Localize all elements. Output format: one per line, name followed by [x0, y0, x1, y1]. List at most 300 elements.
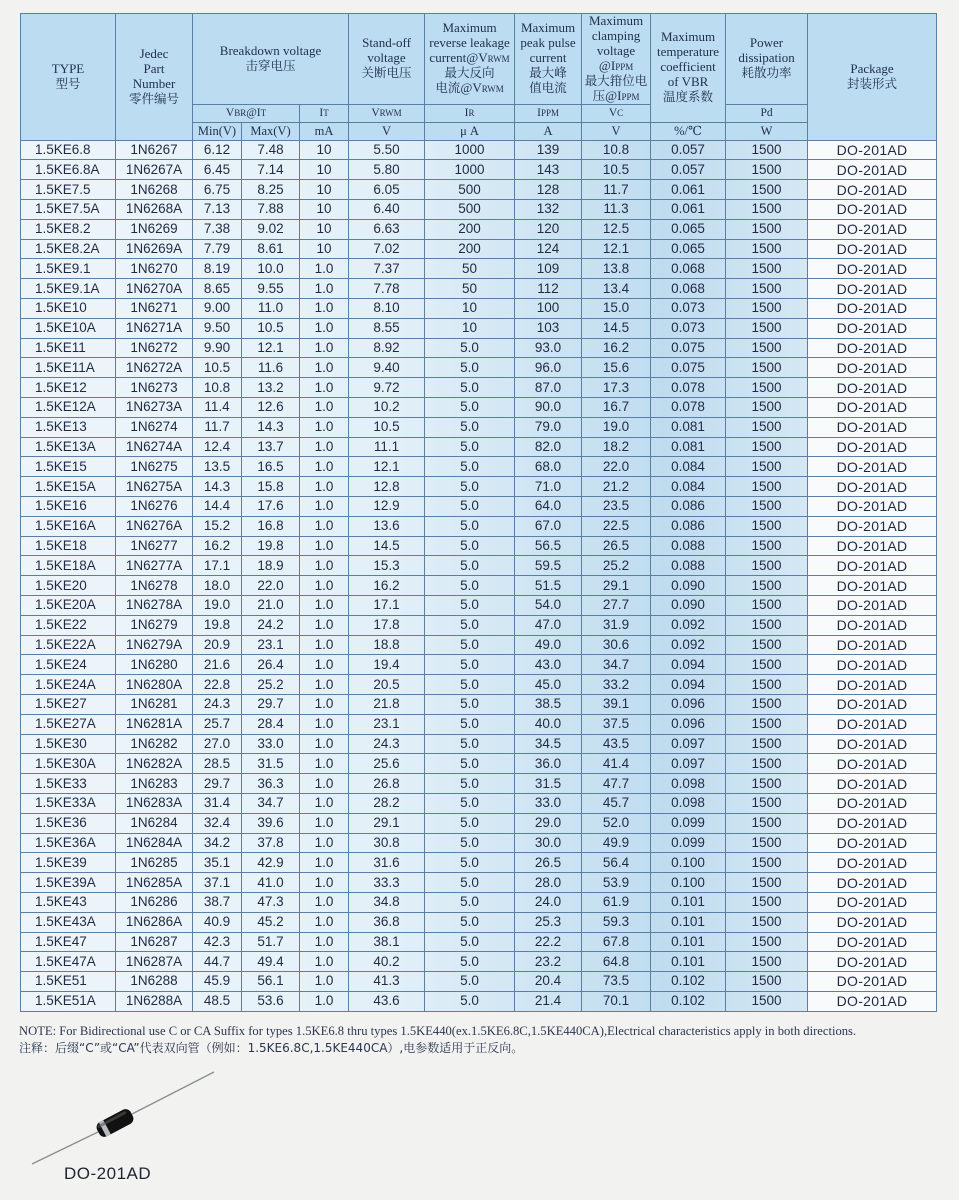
cell-vrwm: 12.1 — [349, 457, 425, 477]
cell-ippm: 59.5 — [515, 556, 582, 576]
cell-vbr-min: 11.4 — [193, 397, 242, 417]
header-breakdown-label: Breakdown voltage — [219, 42, 322, 58]
cell-temp-coef: 0.061 — [651, 180, 726, 200]
cell-ir: 50 — [425, 279, 515, 299]
cell-vbr-min: 25.7 — [193, 714, 242, 734]
cell-type: 1.5KE15 — [21, 457, 116, 477]
cell-ir: 5.0 — [425, 477, 515, 497]
cell-pd: 1500 — [726, 952, 808, 972]
cell-type: 1.5KE20 — [21, 576, 116, 596]
cell-it: 1.0 — [300, 932, 349, 952]
cell-it: 1.0 — [300, 417, 349, 437]
header-sym-vc — [582, 104, 651, 122]
cell-pd: 1500 — [726, 932, 808, 952]
cell-temp-coef: 0.101 — [651, 892, 726, 912]
cell-package: DO-201AD — [808, 477, 937, 497]
cell-vrwm: 5.80 — [349, 160, 425, 180]
cell-vc: 21.2 — [582, 477, 651, 497]
table-row — [21, 417, 937, 437]
cell-vbr-max: 10.5 — [242, 318, 300, 338]
cell-vbr-max: 16.5 — [242, 457, 300, 477]
cell-ippm: 24.0 — [515, 892, 582, 912]
cell-temp-coef: 0.099 — [651, 813, 726, 833]
cell-ir: 5.0 — [425, 793, 515, 813]
cell-vbr-max: 22.0 — [242, 576, 300, 596]
table-row — [21, 259, 937, 279]
cell-temp-coef: 0.068 — [651, 259, 726, 279]
cell-type: 1.5KE6.8A — [21, 160, 116, 180]
cell-it: 1.0 — [300, 457, 349, 477]
cell-ippm: 29.0 — [515, 813, 582, 833]
header-sym-vbr — [193, 104, 300, 122]
cell-pd: 1500 — [726, 477, 808, 497]
cell-pd: 1500 — [726, 813, 808, 833]
cell-ir: 5.0 — [425, 714, 515, 734]
cell-ippm: 139 — [515, 140, 582, 160]
cell-pd: 1500 — [726, 160, 808, 180]
cell-package: DO-201AD — [808, 437, 937, 457]
cell-vc: 10.5 — [582, 160, 651, 180]
header-power-line2: dissipation — [738, 50, 795, 66]
cell-vbr-max: 8.61 — [242, 239, 300, 259]
sym-ippm-sub: PPM — [540, 107, 559, 118]
cell-jedec: 1N6288A — [116, 991, 193, 1011]
cell-jedec: 1N6274 — [116, 417, 193, 437]
cell-vc: 22.5 — [582, 516, 651, 536]
sym-vc: V — [608, 106, 618, 119]
cell-temp-coef: 0.088 — [651, 556, 726, 576]
cell-it: 1.0 — [300, 635, 349, 655]
table-row — [21, 972, 937, 992]
header-sym-ir — [425, 104, 515, 122]
cell-jedec: 1N6278 — [116, 576, 193, 596]
cell-vc: 52.0 — [582, 813, 651, 833]
cell-vbr-min: 9.50 — [193, 318, 242, 338]
cell-temp-coef: 0.078 — [651, 397, 726, 417]
cell-vc: 18.2 — [582, 437, 651, 457]
header-power-line1: Power — [749, 35, 784, 51]
unit-vc: V — [582, 122, 651, 140]
cell-type: 1.5KE8.2 — [21, 219, 116, 239]
table-row — [21, 813, 937, 833]
cell-pd: 1500 — [726, 991, 808, 1011]
sym-ippm: I — [537, 106, 541, 119]
cell-vc: 53.9 — [582, 873, 651, 893]
cell-it: 10 — [300, 180, 349, 200]
cell-ir: 5.0 — [425, 873, 515, 893]
cell-ir: 5.0 — [425, 754, 515, 774]
cell-vbr-min: 29.7 — [193, 774, 242, 794]
cell-type: 1.5KE12A — [21, 397, 116, 417]
cell-jedec: 1N6272A — [116, 358, 193, 378]
cell-temp-coef: 0.057 — [651, 160, 726, 180]
header-package-label: Package — [850, 60, 894, 76]
header-pulse-zh1: 最大峰 — [529, 65, 567, 81]
cell-vrwm: 13.6 — [349, 516, 425, 536]
cell-ippm: 71.0 — [515, 477, 582, 497]
cell-vc: 34.7 — [582, 655, 651, 675]
cell-temp-coef: 0.098 — [651, 793, 726, 813]
cell-ir: 200 — [425, 239, 515, 259]
header-jedec-line2: Part — [143, 60, 165, 76]
cell-pd: 1500 — [726, 734, 808, 754]
cell-ippm: 143 — [515, 160, 582, 180]
cell-it: 1.0 — [300, 793, 349, 813]
cell-ir: 5.0 — [425, 576, 515, 596]
cell-package: DO-201AD — [808, 279, 937, 299]
cell-jedec: 1N6269 — [116, 219, 193, 239]
header-clamping: Maximum clamping voltage @IPPM 最大箝位电 压@IPPM — [582, 14, 651, 105]
cell-ir: 1000 — [425, 160, 515, 180]
cell-ir: 10 — [425, 299, 515, 319]
cell-vc: 12.1 — [582, 239, 651, 259]
cell-it: 10 — [300, 160, 349, 180]
cell-jedec: 1N6275 — [116, 457, 193, 477]
cell-jedec: 1N6283 — [116, 774, 193, 794]
cell-jedec: 1N6269A — [116, 239, 193, 259]
cell-package: DO-201AD — [808, 873, 937, 893]
table-row — [21, 912, 937, 932]
cell-vrwm: 28.2 — [349, 793, 425, 813]
cell-temp-coef: 0.065 — [651, 239, 726, 259]
table-row — [21, 200, 937, 220]
cell-ippm: 56.5 — [515, 536, 582, 556]
cell-pd: 1500 — [726, 972, 808, 992]
cell-pd: 1500 — [726, 358, 808, 378]
cell-pd: 1500 — [726, 259, 808, 279]
cell-pd: 1500 — [726, 912, 808, 932]
cell-vrwm: 24.3 — [349, 734, 425, 754]
cell-vrwm: 20.5 — [349, 675, 425, 695]
table-row — [21, 615, 937, 635]
cell-vbr-min: 7.38 — [193, 219, 242, 239]
cell-temp-coef: 0.068 — [651, 279, 726, 299]
cell-ippm: 93.0 — [515, 338, 582, 358]
header-power — [726, 14, 808, 105]
sym-vbr: V — [225, 106, 235, 119]
cell-package: DO-201AD — [808, 932, 937, 952]
cell-type: 1.5KE22A — [21, 635, 116, 655]
cell-type: 1.5KE36A — [21, 833, 116, 853]
cell-vbr-max: 49.4 — [242, 952, 300, 972]
table-row — [21, 595, 937, 615]
cell-temp-coef: 0.101 — [651, 932, 726, 952]
diode-package-illustration — [28, 1068, 218, 1166]
cell-jedec: 1N6271 — [116, 299, 193, 319]
table-body — [21, 140, 937, 1011]
cell-package: DO-201AD — [808, 239, 937, 259]
cell-vc: 64.8 — [582, 952, 651, 972]
cell-type: 1.5KE43 — [21, 892, 116, 912]
header-sym-it — [300, 104, 349, 122]
header-type-label-zh: 型号 — [55, 75, 81, 91]
cell-type: 1.5KE39A — [21, 873, 116, 893]
cell-pd: 1500 — [726, 496, 808, 516]
cell-pd: 1500 — [726, 615, 808, 635]
table-row — [21, 496, 937, 516]
cell-vbr-max: 21.0 — [242, 595, 300, 615]
cell-ippm: 38.5 — [515, 694, 582, 714]
cell-vc: 10.8 — [582, 140, 651, 160]
cell-jedec: 1N6287 — [116, 932, 193, 952]
header-jedec — [116, 14, 193, 141]
cell-it: 1.0 — [300, 972, 349, 992]
cell-ir: 500 — [425, 180, 515, 200]
spec-table — [20, 13, 937, 1012]
cell-vbr-max: 11.0 — [242, 299, 300, 319]
cell-temp-coef: 0.084 — [651, 457, 726, 477]
cell-package: DO-201AD — [808, 200, 937, 220]
cell-it: 1.0 — [300, 655, 349, 675]
cell-it: 1.0 — [300, 873, 349, 893]
cell-ippm: 100 — [515, 299, 582, 319]
table-row — [21, 477, 937, 497]
cell-jedec: 1N6282A — [116, 754, 193, 774]
cell-vrwm: 12.9 — [349, 496, 425, 516]
cell-ir: 5.0 — [425, 536, 515, 556]
cell-vbr-max: 9.55 — [242, 279, 300, 299]
cell-it: 1.0 — [300, 595, 349, 615]
cell-vbr-max: 9.02 — [242, 219, 300, 239]
cell-vbr-min: 12.4 — [193, 437, 242, 457]
cell-pd: 1500 — [726, 873, 808, 893]
cell-vbr-min: 8.19 — [193, 259, 242, 279]
table-row — [21, 358, 937, 378]
cell-jedec: 1N6284A — [116, 833, 193, 853]
cell-package: DO-201AD — [808, 774, 937, 794]
unit-max: Max(V) — [242, 122, 300, 140]
table-row — [21, 140, 937, 160]
cell-pd: 1500 — [726, 774, 808, 794]
cell-ippm: 109 — [515, 259, 582, 279]
cell-vc: 16.7 — [582, 397, 651, 417]
cell-ir: 5.0 — [425, 338, 515, 358]
cell-vc: 15.0 — [582, 299, 651, 319]
cell-vc: 29.1 — [582, 576, 651, 596]
header-power-label-zh: 耗散功率 — [741, 65, 792, 81]
cell-vbr-max: 29.7 — [242, 694, 300, 714]
cell-vc: 13.8 — [582, 259, 651, 279]
table-row — [21, 576, 937, 596]
cell-pd: 1500 — [726, 833, 808, 853]
cell-vbr-min: 27.0 — [193, 734, 242, 754]
cell-package: DO-201AD — [808, 754, 937, 774]
cell-vbr-min: 10.5 — [193, 358, 242, 378]
header-pulse — [515, 14, 582, 105]
cell-vc: 12.5 — [582, 219, 651, 239]
header-jedec-label-zh: 零件编号 — [128, 90, 179, 106]
table-row — [21, 556, 937, 576]
cell-temp-coef: 0.061 — [651, 200, 726, 220]
cell-ir: 5.0 — [425, 378, 515, 398]
cell-jedec: 1N6282 — [116, 734, 193, 754]
cell-temp-coef: 0.086 — [651, 516, 726, 536]
cell-temp-coef: 0.102 — [651, 972, 726, 992]
cell-type: 1.5KE36 — [21, 813, 116, 833]
cell-vrwm: 7.02 — [349, 239, 425, 259]
table-row — [21, 991, 937, 1011]
cell-it: 1.0 — [300, 615, 349, 635]
sym-vc-sub: C — [617, 107, 624, 118]
cell-vc: 33.2 — [582, 675, 651, 695]
header-clamping-line1: Maximum — [588, 13, 644, 28]
cell-package: DO-201AD — [808, 952, 937, 972]
diode-lead-left — [32, 1132, 98, 1164]
cell-type: 1.5KE33 — [21, 774, 116, 794]
cell-vbr-min: 20.9 — [193, 635, 242, 655]
cell-it: 1.0 — [300, 833, 349, 853]
cell-jedec: 1N6280 — [116, 655, 193, 675]
cell-ir: 5.0 — [425, 972, 515, 992]
cell-package: DO-201AD — [808, 358, 937, 378]
unit-ua: μ A — [425, 122, 515, 140]
cell-package: DO-201AD — [808, 140, 937, 160]
cell-vbr-min: 24.3 — [193, 694, 242, 714]
cell-vrwm: 16.2 — [349, 576, 425, 596]
cell-type: 1.5KE10A — [21, 318, 116, 338]
cell-vbr-max: 7.48 — [242, 140, 300, 160]
header-leakage-line1: Maximum — [442, 20, 497, 36]
cell-vbr-min: 8.65 — [193, 279, 242, 299]
cell-jedec: 1N6275A — [116, 477, 193, 497]
sym-pd: Pd — [760, 106, 773, 119]
cell-type: 1.5KE15A — [21, 477, 116, 497]
cell-pd: 1500 — [726, 417, 808, 437]
header-pulse-zh2: 值电流 — [529, 80, 567, 96]
cell-pd: 1500 — [726, 694, 808, 714]
cell-vc: 16.2 — [582, 338, 651, 358]
cell-ippm: 120 — [515, 219, 582, 239]
cell-ir: 5.0 — [425, 556, 515, 576]
cell-pd: 1500 — [726, 457, 808, 477]
cell-package: DO-201AD — [808, 734, 937, 754]
cell-ir: 5.0 — [425, 615, 515, 635]
table-row — [21, 734, 937, 754]
table-row — [21, 239, 937, 259]
cell-pd: 1500 — [726, 180, 808, 200]
cell-ippm: 20.4 — [515, 972, 582, 992]
cell-pd: 1500 — [726, 853, 808, 873]
header-clamping-sym2-sub: PPM — [621, 91, 640, 102]
cell-vbr-max: 23.1 — [242, 635, 300, 655]
cell-jedec: 1N6274A — [116, 437, 193, 457]
cell-package: DO-201AD — [808, 912, 937, 932]
cell-package: DO-201AD — [808, 694, 937, 714]
cell-vbr-max: 53.6 — [242, 991, 300, 1011]
cell-ir: 5.0 — [425, 635, 515, 655]
cell-vrwm: 6.63 — [349, 219, 425, 239]
cell-jedec: 1N6267 — [116, 140, 193, 160]
cell-vrwm: 34.8 — [349, 892, 425, 912]
header-leakage-sym2-sub: RWM — [481, 84, 504, 95]
cell-package: DO-201AD — [808, 595, 937, 615]
cell-ir: 5.0 — [425, 694, 515, 714]
cell-temp-coef: 0.073 — [651, 299, 726, 319]
cell-ippm: 33.0 — [515, 793, 582, 813]
table-row — [21, 457, 937, 477]
cell-vbr-max: 13.7 — [242, 437, 300, 457]
cell-ir: 5.0 — [425, 397, 515, 417]
cell-vc: 14.5 — [582, 318, 651, 338]
cell-type: 1.5KE12 — [21, 378, 116, 398]
header-leakage-sym: V — [478, 50, 488, 66]
cell-vc: 22.0 — [582, 457, 651, 477]
cell-ir: 5.0 — [425, 892, 515, 912]
cell-it: 10 — [300, 239, 349, 259]
cell-vbr-min: 42.3 — [193, 932, 242, 952]
cell-ir: 50 — [425, 259, 515, 279]
cell-package: DO-201AD — [808, 576, 937, 596]
cell-ir: 5.0 — [425, 853, 515, 873]
cell-vrwm: 10.2 — [349, 397, 425, 417]
cell-pd: 1500 — [726, 318, 808, 338]
cell-it: 1.0 — [300, 952, 349, 972]
cell-it: 1.0 — [300, 536, 349, 556]
cell-package: DO-201AD — [808, 338, 937, 358]
header-package — [808, 14, 937, 141]
cell-pd: 1500 — [726, 378, 808, 398]
cell-ippm: 64.0 — [515, 496, 582, 516]
cell-vc: 47.7 — [582, 774, 651, 794]
cell-vc: 11.7 — [582, 180, 651, 200]
cell-it: 1.0 — [300, 318, 349, 338]
cell-vbr-min: 35.1 — [193, 853, 242, 873]
cell-vbr-max: 19.8 — [242, 536, 300, 556]
header-leakage-line3: current — [429, 50, 467, 66]
cell-jedec: 1N6285A — [116, 873, 193, 893]
cell-it: 10 — [300, 219, 349, 239]
cell-package: DO-201AD — [808, 655, 937, 675]
diode-lead-right — [132, 1072, 214, 1114]
header-jedec-line1: Jedec — [139, 45, 169, 61]
header-pulse-line2: peak pulse — [520, 35, 576, 51]
cell-vrwm: 11.1 — [349, 437, 425, 457]
cell-ir: 5.0 — [425, 952, 515, 972]
cell-jedec: 1N6268 — [116, 180, 193, 200]
header-clamping-line2: clamping — [591, 27, 641, 43]
table-row — [21, 635, 937, 655]
cell-it: 1.0 — [300, 754, 349, 774]
cell-package: DO-201AD — [808, 972, 937, 992]
cell-package: DO-201AD — [808, 457, 937, 477]
cell-ippm: 112 — [515, 279, 582, 299]
cell-it: 1.0 — [300, 892, 349, 912]
cell-it: 1.0 — [300, 556, 349, 576]
header-standoff-label-zh: 关断电压 — [361, 65, 412, 81]
cell-type: 1.5KE24A — [21, 675, 116, 695]
cell-vc: 15.6 — [582, 358, 651, 378]
cell-jedec: 1N6276A — [116, 516, 193, 536]
cell-package: DO-201AD — [808, 219, 937, 239]
cell-ippm: 96.0 — [515, 358, 582, 378]
cell-temp-coef: 0.097 — [651, 734, 726, 754]
cell-vbr-min: 10.8 — [193, 378, 242, 398]
cell-it: 1.0 — [300, 714, 349, 734]
cell-vbr-min: 16.2 — [193, 536, 242, 556]
cell-ippm: 34.5 — [515, 734, 582, 754]
table-row — [21, 793, 937, 813]
cell-vbr-max: 12.1 — [242, 338, 300, 358]
header-pulse-line3: current — [529, 50, 567, 66]
cell-package: DO-201AD — [808, 635, 937, 655]
cell-vc: 31.9 — [582, 615, 651, 635]
header-standoff-line1: Stand-off — [362, 35, 411, 51]
cell-ir: 5.0 — [425, 774, 515, 794]
package-caption: DO-201AD — [64, 1164, 152, 1183]
cell-ippm: 21.4 — [515, 991, 582, 1011]
cell-ir: 5.0 — [425, 358, 515, 378]
cell-temp-coef: 0.101 — [651, 952, 726, 972]
